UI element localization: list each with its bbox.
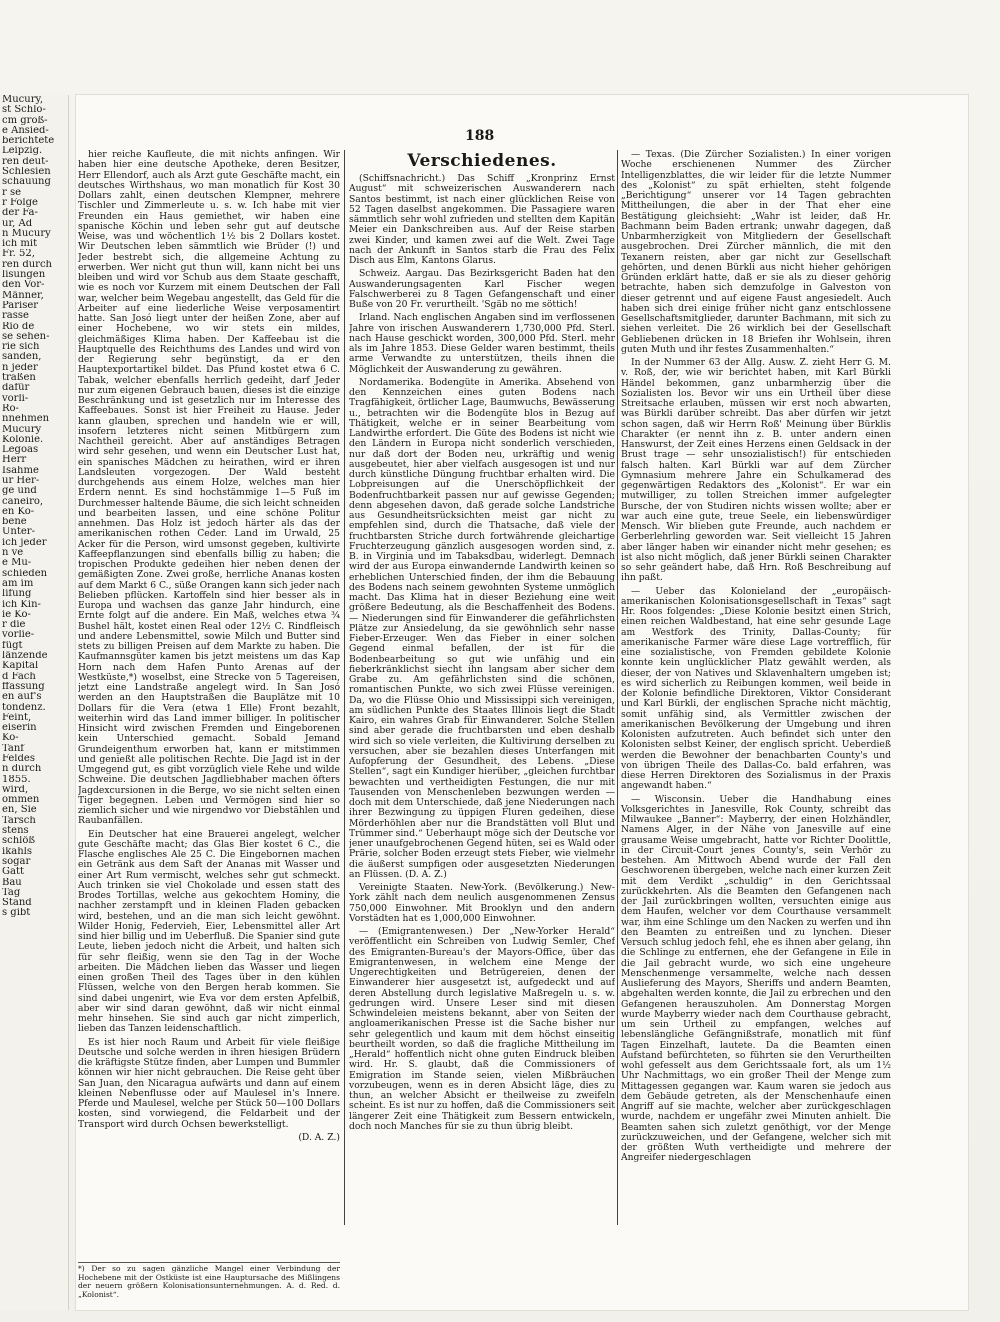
- margin-fragment: vorli-: [2, 393, 29, 404]
- margin-fragment: Leipzig.: [2, 146, 43, 157]
- margin-fragment: Herr: [2, 455, 27, 466]
- paragraph: — Wisconsin. Ueber die Handhabung eines Volksgerichtes in Janesville, Rok County, schreibt das Milwaukee „Banner“: Mayberry, der einen Holzhändler, Namens Alger, in der Nähe von Janesville auf eine grausame Weise umgebracht, hatte vor Richter Doolittle, in der Circuit-Court jenes County's, sein Verhör zu bestehen. Am Mittwoch Abend wurde der Fall den Geschworenen übergeben, welche nach einer kurzen Zeit mit dem Verdikt „schuldig“ in den Gerichtssaal zurückkehrten. Als die Beamten den Gefangenen nach der Jail zurückbringen wollten, versuchten einige aus dem Haufen, welcher vor dem Courthause versammelt war, ihm eine Schlinge um den Nacken zu werfen und ihn den Beamten zu entreißen und zu lynchen. Dieser Versuch schlug jedoch fehl, ehe es ihnen aber gelang, ihn die Schlinge zu entfernen, ehe der Gefangene in Eile in die Jail gebracht wurde, wo sich eine ungeheure Menschenmenge versammelte, welche nach dessen Auslieferung des Mayors, Sheriffs und andern Beamten, abgehalten werden konnte, die Jail zu erbrechen und den Gefangenen herauszuholen. Am Donnerstag Morgen wurde Mayberry wieder nach dem Courthause gebracht, um sein Urtheil zu empfangen, welches auf lebenslängliche Gefängnißstrafe, monatlich mit fünf Tagen Einzelhaft, lautete. Da die Beamten einen Aufstand befürchteten, so führten sie den Verurtheilten wohl gefesselt aus dem Gerichtssaale fort, als um 1½ Uhr Nachmittags, wo ein großer Theil der Menge zum Mittagessen gegangen war. Kaum waren sie jedoch aus dem Gebäude getreten, als der Menschenhaufe einen Angriff auf sie machte, welcher aber zurückgeschlagen wurde, nachdem er ungefähr zwei Minuten anhielt. Die Beamten sahen sich zuletzt genöthigt, vor der Menge zurückzuweichen, und der Gefangene, welcher sich mit der größten Wuth vertheidigte und mehrere der Angreifer niedergeschlagen: [621, 793, 891, 1164]
- margin-fragment: Feint,: [2, 712, 32, 723]
- margin-fragment: s gibt: [2, 908, 31, 919]
- margin-fragment: ikahls: [2, 846, 32, 857]
- section-heading: Verschiedenes.: [407, 151, 557, 171]
- paragraph: Schweiz. Aargau. Das Bezirksgericht Baden hat den Auswanderungsagenten Karl Fischer wegen Falschwerberei zu 8 Tagen Gefangenschaft und einer Buße von 20 Fr. verurtheilt. 'Sgäb no me söttich!: [349, 268, 615, 310]
- margin-fragment: ich Kin-: [2, 599, 41, 610]
- margin-fragment: ren durch: [2, 259, 52, 270]
- paragraph: (Schiffsnachricht.) Das Schiff „Kronprinz Ernst August“ mit schweizerischen Auswanderern nach Santos bestimmt, ist nach einer glücklichen Reise von 52 Tagen daselbst angekommen. Die Passagiere waren sämmtlich sehr wohl zufrieden und stellten dem Kapitän Meier ein Dankschreiben aus. Auf der Reise starben zwei Kinder, und kamen zwei auf die Welt. Zwei Tage nach der Ankunft in Santos starb die Frau des Felix Disch aus Elm, Kantons Glarus.: [349, 173, 615, 266]
- paragraph: Es ist hier noch Raum und Arbeit für viele fleißige Deutsche und solche werden in ihren hiesigen Brüdern die kräftigste Stütze finden, aber Lumpen und Bummler können wir hier nicht gebrauchen. Die Reise geht über San Juan, den Nicaragua aufwärts und dann auf einem kleinen Nebenflusse oder auf Maulesel in's Innere. Pferde und Maulesel, welche per Stück 50—100 Dollars kosten, sind vorwiegend, die Feldarbeit und der Transport wird durch Ochsen bewerkstelligt.: [78, 1036, 340, 1130]
- margin-fragment: Unter-: [2, 527, 35, 538]
- margin-fragment: Kapital: [2, 661, 39, 672]
- paragraph: — Texas. (Die Zürcher Sozialisten.) In einer vorigen Woche erschienenen Nummer des Zürcher Intelligenzblattes, die wir leider für die letzte Nummer des „Kolonist“ zu spät erhielten, steht folgende „Berichtigung“ unserer vor 14 Tagen gebrachten Mittheilungen, die aber in der That eher eine Bestätigung gleichsieht: „Wahr ist leider, daß Hr. Bachmann beim Baden ertrank; unwahr dagegen, daß Unbarmherzigkeit von Mitgliedern der Gesellschaft ausgebrochen. Drei Zürcher männlich, die mit den Texanern reisten, aber gar nicht zur Gesellschaft gehörten, und denen Bürkli aus nicht hieher gehörigen Gründen erklärt hatte, daß er sie als zu dieser gehörig betrachte, haben sich demzufolge in Galveston von dieser getrennt und auf eigene Faust angesiedelt. Auch haben sich drei einige früher nicht ganz entschlossene Gesellschaftsmitglieder, darunter Bachmann, mit sich zu siehen verleitet. Die 26 wirklich bei der Gesellschaft Gebliebenen drücken in 18 Briefen ihr Wohlsein, ihren guten Muth und ihr festes Zusammenhalten.“: [621, 150, 891, 355]
- margin-fragment: d Fach: [2, 671, 36, 682]
- margin-fragment: r Folge: [2, 197, 38, 208]
- margin-fragment: Männer,: [2, 290, 44, 301]
- margin-fragment: se sehen-: [2, 331, 50, 342]
- margin-fragment: dafür: [2, 383, 30, 394]
- margin-fragment: ie Ko-: [2, 609, 31, 620]
- margin-fragment: ge und: [2, 486, 37, 497]
- margin-fragment: n durch: [2, 764, 42, 775]
- margin-fragment: Rio de: [2, 321, 35, 332]
- margin-fragment: r se: [2, 187, 22, 198]
- margin-fragment: en, Sie: [2, 805, 37, 816]
- margin-fragment: Legoas: [2, 445, 39, 456]
- margin-fragment: Stand: [2, 898, 32, 909]
- margin-fragment: cm groß-: [2, 115, 48, 126]
- margin-fragment: Bau: [2, 877, 22, 888]
- margin-fragment: Isahme: [2, 465, 39, 476]
- margin-fragment: schieden: [2, 568, 48, 579]
- margin-fragment: rasse: [2, 311, 29, 322]
- column-rule: [344, 150, 345, 1225]
- margin-fragment: tondenz.: [2, 702, 46, 713]
- column-1: [78, 150, 340, 1225]
- margin-fragment: ffassung: [2, 681, 45, 692]
- margin-fragment: n ve: [2, 548, 24, 559]
- margin-fragment: Mucury,: [2, 95, 44, 105]
- paragraph: Ein Deutscher hat eine Brauerei angelegt, welcher gute Geschäfte macht; das Glas Bier kostet 6 C., die Flasche englisches Ale 25 C. Die Eingebornen machen ein Getränk aus dem Saft der Ananas mit Wasser und einer Art Rum vermischt, welches sehr gut schmeckt. Auch trinken sie viel Chokolade und essen statt des Brodes Tortillas, welche aus gekochtem Hominy, die nachher zerstampft und in kleinen Fladen gebacken wird, bestehen, und an die man sich leicht gewöhnt. Wilder Honig, Federvieh, Eier, Lebensmittel aller Art sind hier billig und im Ueberfluß. Die Spanier sind gute Leute, lieben jedoch nicht die Arbeit, und halten sich für sehr fleißig, wenn sie den Tag in der Woche arbeiten. Die Mädchen lieben das Wasser und liegen einen großen Theil des Tages über in den kühlen Flüssen, welche von den Bergen herab kommen. Sie sind dabei ungenirt, wie Eva vor dem ersten Apfelbiß, aber wir sind daran gewöhnt, daß wir nicht einmal mehr hinsehen. Sie sind auch gar nicht zimperlich, lieben das Tanzen leidenschaftlich.: [78, 828, 340, 1035]
- column-2: [349, 150, 615, 1215]
- margin-fragment: ich mit: [2, 239, 38, 250]
- margin-fragment: e Mu-: [2, 558, 32, 569]
- margin-fragment: en Ko-: [2, 506, 35, 517]
- margin-fragment: Tag: [2, 887, 21, 898]
- paragraph: — Ueber das Kolonieland der „europäisch-amerikanischen Kolonisationsgesellschaft in Texas“ sagt Hr. Roos folgendes: „Diese Kolonie besitzt einen Strich, einen reichen Waldbestand, hat eine sehr gesunde Lage am Westfork des Trinity, Dallas-County; für amerikanische Farmer wäre diese Lage vortrefflich, für eine sozialistische, von Fremden gebildete Kolonie konnte kein unglücklicher Platz gewählt werden, als dieser, der von Natives und Sklavenhaltern umgeben ist; es wird sicherlich zu Reibungen kommen, weil beide in der Kolonie befindliche Direktoren, Viktor Considerant und Karl Bürkli, der englischen Sprache nicht mächtig, somit unfähig sind, als Vermittler zwischen der amerikanischen Bevölkerung der Umgebung und ihren Kolonisten aufzutreten. Auch befindet sich unter den Kolonisten selbst Keiner, der englisch spricht. Ueberdieß werden die Bewohner der benachbarten County's und von übrigen Theile des Dallas-Co. bald erfahren, was diese Herren Direktoren des Sozialismus in der Praxis angewandt haben.“: [621, 585, 891, 792]
- margin-fragment: en auf's: [2, 692, 42, 703]
- paragraph: In der Nummer 63 der Allg. Ausw. Z. zieht Herr G. M. v. Roß, der, wie wir berichtet haben, mit Karl Bürkli Händel bekommen, ganz unbarmherzig über die Sozialisten los. Bevor wir uns ein Urtheil über diese Streitsache erlauben, müssen wir erst noch abwarten, was Bürkli darüber schreibt. Das aber dürfen wir jetzt schon sagen, daß wir Herrn Roß' Meinung über Bürklis Charakter (er nennt ihn z. B. unter andern einen Hanswurst, der Zeit eines Herzens einen Geldsack in der Brust trage — sehr unsozialistisch!) für entschieden falsch halten. Karl Bürkli war auf dem Zürcher Gymnasium mehrere Jahre ein Schulkamerad des gegenwärtigen Redaktors des „Kolonist“. Er war ein mutwilliger, zu tollen Streichen immer aufgelegter Bursche, der von Studiren nichts wissen wollte; aber er war auch eine gute, treue Seele, ein liebenswürdiger Mensch. Wir blieben gute Freunde, auch nachdem er Gerberlehrling geworden war. Seit vielleicht 15 Jahren aber länger haben wir einander nicht mehr gesehen; es ist also nicht möglich, daß jener Bürkli seinen Charakter so sehr geändert habe, daß Hrn. Roß Beschreibung auf ihn paßt.: [621, 357, 891, 584]
- margin-fragment: Ro-: [2, 403, 19, 414]
- margin-fragment: ur Her-: [2, 475, 40, 486]
- margin-fragment: sogar: [2, 856, 31, 867]
- paragraph: Nordamerika. Bodengüte in Amerika. Absehend von den Kennzeichen eines guten Bodens nach Tragfähigkeit, örtlicher Lage, Baumwuchs, Bewässerung u., betrachten wir die Bodengüte blos in Bezug auf Thätigkeit, welche er in seiner Bearbeitung vom Landwirthe erfordert. Die Güte des Bodens ist nicht wie den Ländern in Europa nicht sonderlich verschieden, nur daß dort der Boden neu, urkräftig und wenig ausgebeutet, hier aber vielfach ausgesogen ist und nur durch künstliche Düngung fruchtbar erhalten wird. Die Lobpreisungen auf die Unerschöpflichkeit der Bodenfruchtbarkeit passen nur auf gewisse Gegenden; denn abgesehen davon, daß gerade solche Landstriche aus Gesundheitsrücksichten meist gar nicht zu empfehlen sind, durch die Thatsache, daß viele der fruchtbarsten Striche durch fortwährende gleichartige Fruchterzeugung gänzlich ausgesogen worden sind, z. B. in Virginia und im Tabaksdbau, widerlegt. Demnach wird der aus Europa einwandernde Landwirth keinen so erheblichen Unterschied finden, der ihm die Bebauung des Bodens nach seinem gewohnten Systeme unmöglich macht. Das Klima hat in dieser Beziehung eine weit größere Bedeutung, als die Beschaffenheit des Bodens. — Niederungen sind für Einwanderer die gefährlichsten Plätze zur Ansiedelung, da sie gewöhnlich sehr nasse Fieber-Erzeuger. Wen das Fieber in einer solchen Gegend einmal befallen, der ist für die Bodenbearbeitung so gut wie unfähig und ein fieberkränklichst siecht ihn langsam aber sicher dem Grabe zu. Am gefährlichsten sind die schönen, romantischen Punkte, wo sich zwei Flüsse vereinigen. Da, wo die Flüsse Ohio und Mississippi sich vereinigen, am südlichen Punkte des Staates Illinois liegt die Stadt Kairo, ein wahres Grab für Einwanderer. Solche Stellen sind aber gerade die fruchtbarsten und eben deshalb wird sich so viele verleiten, die Kultivirung derselben zu versuchen, aber sie bezahlen dieses Unterfangen mit Aufopferung der Gesundheit, des Lebens. „Diese Stellen“, sagt ein Kundiger hierüber, „gleichen furchtbar bewachten und vertheidigten Festungen, die nur mit Tausenden von Menschenleben bezwungen werden — doch mit dem Unterschiede, daß jene Niederungen nach ihrer Bezwingung zu üppigen Fluren gedeihen, diese Mörderhöhlen aber nur die Brandstätten voll Blut und Trümmer sind.“ Ueberhaupt möge sich der Deutsche vor jener unaufgebrochenen Gegend hüten, sei es Wald oder Prärie, solcher Boden erzeugt stets Fieber, wie vielmehr die äußerst sumpfigen oder ausgesetzten Niederungen an Flüssen. (D. A. Z.): [349, 376, 615, 880]
- margin-fragment: r die: [2, 620, 26, 631]
- margin-fragment: Tarsch: [2, 815, 36, 826]
- margin-fragment: ur, Ad: [2, 218, 33, 229]
- column-3: [621, 150, 891, 1235]
- margin-fragment: Kolonie.: [2, 434, 44, 445]
- page-number: 188: [465, 128, 495, 144]
- margin-fragment: fügt: [2, 640, 23, 651]
- margin-fragment: n jeder: [2, 362, 38, 373]
- margin-fragment: ommen: [2, 795, 40, 806]
- margin-fragment: ich jeder: [2, 537, 47, 548]
- paragraph: Vereinigte Staaten. New-York. (Bevölkerung.) New-York zählt nach dem neulich ausgenommenen Zensus 750,000 Einwohner. Mit Brooklyn und den andern Vorstädten hat es 1,000,000 Einwohner.: [349, 882, 615, 924]
- margin-fragment: Mucury: [2, 424, 42, 435]
- paragraph: Irland. Nach englischen Angaben sind im verflossenen Jahre von irischen Auswanderern 1,730,000 Pfd. Sterl. nach Hause geschickt worden, 300,000 Pfd. Sterl. mehr als im Jahre 1853. Diese Gelder waren bestimmt, theils arme Verwandte zu unterstützen, theils ihnen die Möglichkeit der Auswanderung zu gewähren.: [349, 312, 615, 375]
- margin-fragment: wird,: [2, 784, 29, 795]
- margin-fragment: Ko-: [2, 733, 19, 744]
- margin-fragment: e Ansied-: [2, 125, 49, 136]
- margin-fragment: vorlie-: [2, 630, 35, 641]
- margin-fragment: länzende: [2, 651, 48, 662]
- margin-fragment: Pariser: [2, 300, 39, 311]
- margin-fragment: nnehmen: [2, 414, 50, 425]
- margin-fragment: Schlesien: [2, 167, 51, 178]
- margin-fragment: st Schlo-: [2, 105, 46, 116]
- margin-fragment: Gatt: [2, 867, 24, 878]
- margin-fragment: caneiro,: [2, 496, 44, 507]
- margin-fragment: n Mucury: [2, 228, 51, 239]
- margin-fragment: schauung: [2, 177, 51, 188]
- margin-fragment: stens: [2, 826, 29, 837]
- margin-fragment: traßen: [2, 373, 36, 384]
- previous-page-edge: [0, 95, 69, 1310]
- margin-fragment: ren deut-: [2, 156, 49, 167]
- margin-fragment: rie sich: [2, 342, 40, 353]
- margin-fragment: der Fa-: [2, 208, 38, 219]
- margin-fragment: lisungen: [2, 270, 46, 281]
- paragraph: hier reiche Kaufleute, die mit nichts anfingen. Wir haben hier eine deutsche Apotheke, deren Besitzer, Herr Ellendorf, auch als Arzt gute Geschäfte macht, ein deutsches Wirthshaus, wo man monatlich für Kost 30 Dollars zahlt, einen deutschen Klempner, mehrere Tischler und Zimmerleute u. s. w. Ich habe mit vier Freunden ein Haus gemiethet, wir haben eine spanische Köchin und leben sehr gut auf deutsche Weise, was und wöchentlich 1½ bis 2 Dollars kostet. Wir Deutschen leben sämmtlich wie Brüder (!) und Jeder bestrebt sich, die allgemeine Achtung zu erwerben. Wer nicht gut thun will, kann nicht bei uns bleiben und wird vor Schub aus dem Staate geschafft, wie es noch vor Kurzem mit einem Deutschen der Fall war, welcher beim Wegebau angestellt, das Geld für die Arbeiter auf eine liederliche Weise verposamentirt hatte. San Josó liegt unter der heißen Zone, aber auf einer Hochebene, wo wir stets ein mildes, gleichmäßiges Klima haben. Der Kaffeebau ist die Hauptquelle des Reichthums des Landes und wird von der Regierung sehr begünstigt, da er den Hauptexportartikel bildet. Das Pfund kostet etwa 6 C. Tabak, welcher ebenfalls herrlich gedeiht, darf Jeder nur zum eigenen Gebrauch bauen, dieses ist die einzige Beschränkung und ist gesetzlich nur im Interesse des Kaffeebaues. Sonst ist hier Freiheit zu Hause. Jeder kann glauben, sprechen und handeln wie er will, insofern letzteres nicht seinen Mitbürgern zum Nachtheil gereicht. Aber auf anständiges Betragen wird sehr gesehen, und wenn ein Deutscher Lust hat, ein spanisches Mädchen zu heirathen, wird er ihren Landsleuten vorgezogen. Der Wald besteht durchgehends aus einem Holze, welches man hier Erdern nennt. Es sind hochstämmige 1—5 Fuß im Durchmesser haltende Bäume, die sich leicht schneiden und bearbeiten lassen, und eine schöne Politur annehmen. Das Holz ist jedoch härter als das der amerikanischen rothen Ceder. Land im Urwald, 25 Acker für die Person, wird umsonst gegeben, kultivirte Kaffeepflanzungen sind ebenfalls billig zu haben; die tropischen Produkte gedeihen hier neben denen der gemäßigten Zone. Zwei große, herrliche Ananas kosten auf dem Markt 6 C., süße Orangen kann sich jeder nach Belieben pflücken. Kartoffeln sind hier besser als in Europa und wachsen das ganze Jahr hindurch, eine Ernte folgt auf die andere. Ein Maß, welches etwa ¾ Bushel hält, kostet einen Real oder 12½ C. Rindfleisch und andere Lebensmittel, sowie Milch und Butter sind stets zu billigen Preisen auf dem Markte zu haben. Die Kaufmannsgüter kamen bis jetzt meistens um das Kap Horn nach dem Hafen Punto Arenas auf der Westküste,*) woselbst, eine Strecke von 5 Tagereisen, jetzt eine Landstraße angelegt wird. In San Josó werden an den Hauptstraßen die Bauplätze mit 10 Dollars für die Vera (etwa 1 Elle) Front bezahlt, weiterhin wird das Land immer billiger. In politischer Hinsicht wird zwischen Fremden und Eingeborenen kein Unterschied gemacht. Sobald Jemand Grundeigenthum erworben hat, kann er mitstimmen und genießt alle politischen Rechte. Die Jagd ist in der Umgegend gut, es gibt vorzüglich viele Rehe und wilde Schweine. Die deutschen Jagdliebhaber machen öfters Jagdexcursionen in die Berge, wo sie nicht selten einen Tiger begegnen. Leben und Vermögen sind hier so ziemlich sicher und wie nirgendwo vor Diebstählen und Raubanfällen.: [78, 150, 340, 827]
- footnote: *) Der so zu sagen gänzliche Mangel einer Verbindung der Hochebene mit der Ostküste ist eine Hauptursache des Mißlingens der neuern größern Kolonisationsunternehmungen. A. d. Red. d. „Kolonist“.: [78, 1264, 340, 1299]
- margin-fragment: Fr. 52,: [2, 249, 35, 260]
- margin-fragment: 1855.: [2, 774, 31, 785]
- margin-fragment: eiserin: [2, 723, 37, 734]
- margin-fragment: berichtete: [2, 136, 55, 147]
- margin-fragment: sanden,: [2, 352, 42, 363]
- margin-fragment: den Vor-: [2, 280, 45, 291]
- margin-fragment: am im: [2, 578, 34, 589]
- margin-fragment: lifung: [2, 589, 32, 600]
- margin-fragment: schlöß: [2, 836, 36, 847]
- column-rule: [617, 150, 618, 1225]
- source-signature: (D. A. Z.): [298, 1131, 340, 1143]
- margin-fragment: Tanf: [2, 743, 24, 754]
- margin-fragment: Feldes: [2, 754, 35, 764]
- paragraph: — (Emigrantenwesen.) Der „New-Yorker Herald“ veröffentlicht ein Schreiben von Ludwig Semler, Chef des Emigranten-Bureau's der Mayors-Office, über das Emigrantenwesen, in welchem eine Menge der Ungerechtigkeiten und Betrügereien, denen der Einwanderer hier ausgesetzt ist, aufgedeckt und auf deren Abstellung durch legislative Maßregeln u. s. w. gedrungen wird. Unsere Leser sind mit diesen Schwindeleien meistens bekannt, aber von Seiten der angloamerikanischen Presse ist die Sache bisher nur sehr gelegentlich und kaum mit dem höchst einseitig beurtheilt worden, so daß die fragliche Mittheilung im „Herald“ hoffentlich nicht ohne guten Eindruck bleiben wird. Hr. S. glaubt, daß die Commissioners of Emigration im Stande seien, vielen Mißbräuchen vorzubeugen, wenn es in deren Absicht läge, dies zu thun, an welcher Absicht er theilweise zu zweifeln scheint. Es ist nur zu hoffen, daß die Commissioners seit längerer Zeit eine Thätigkeit zum Bessern entwickeln, doch noch Manches für sie zu thun übrig bleibt.: [349, 926, 615, 1132]
- margin-fragment: bene: [2, 517, 27, 528]
